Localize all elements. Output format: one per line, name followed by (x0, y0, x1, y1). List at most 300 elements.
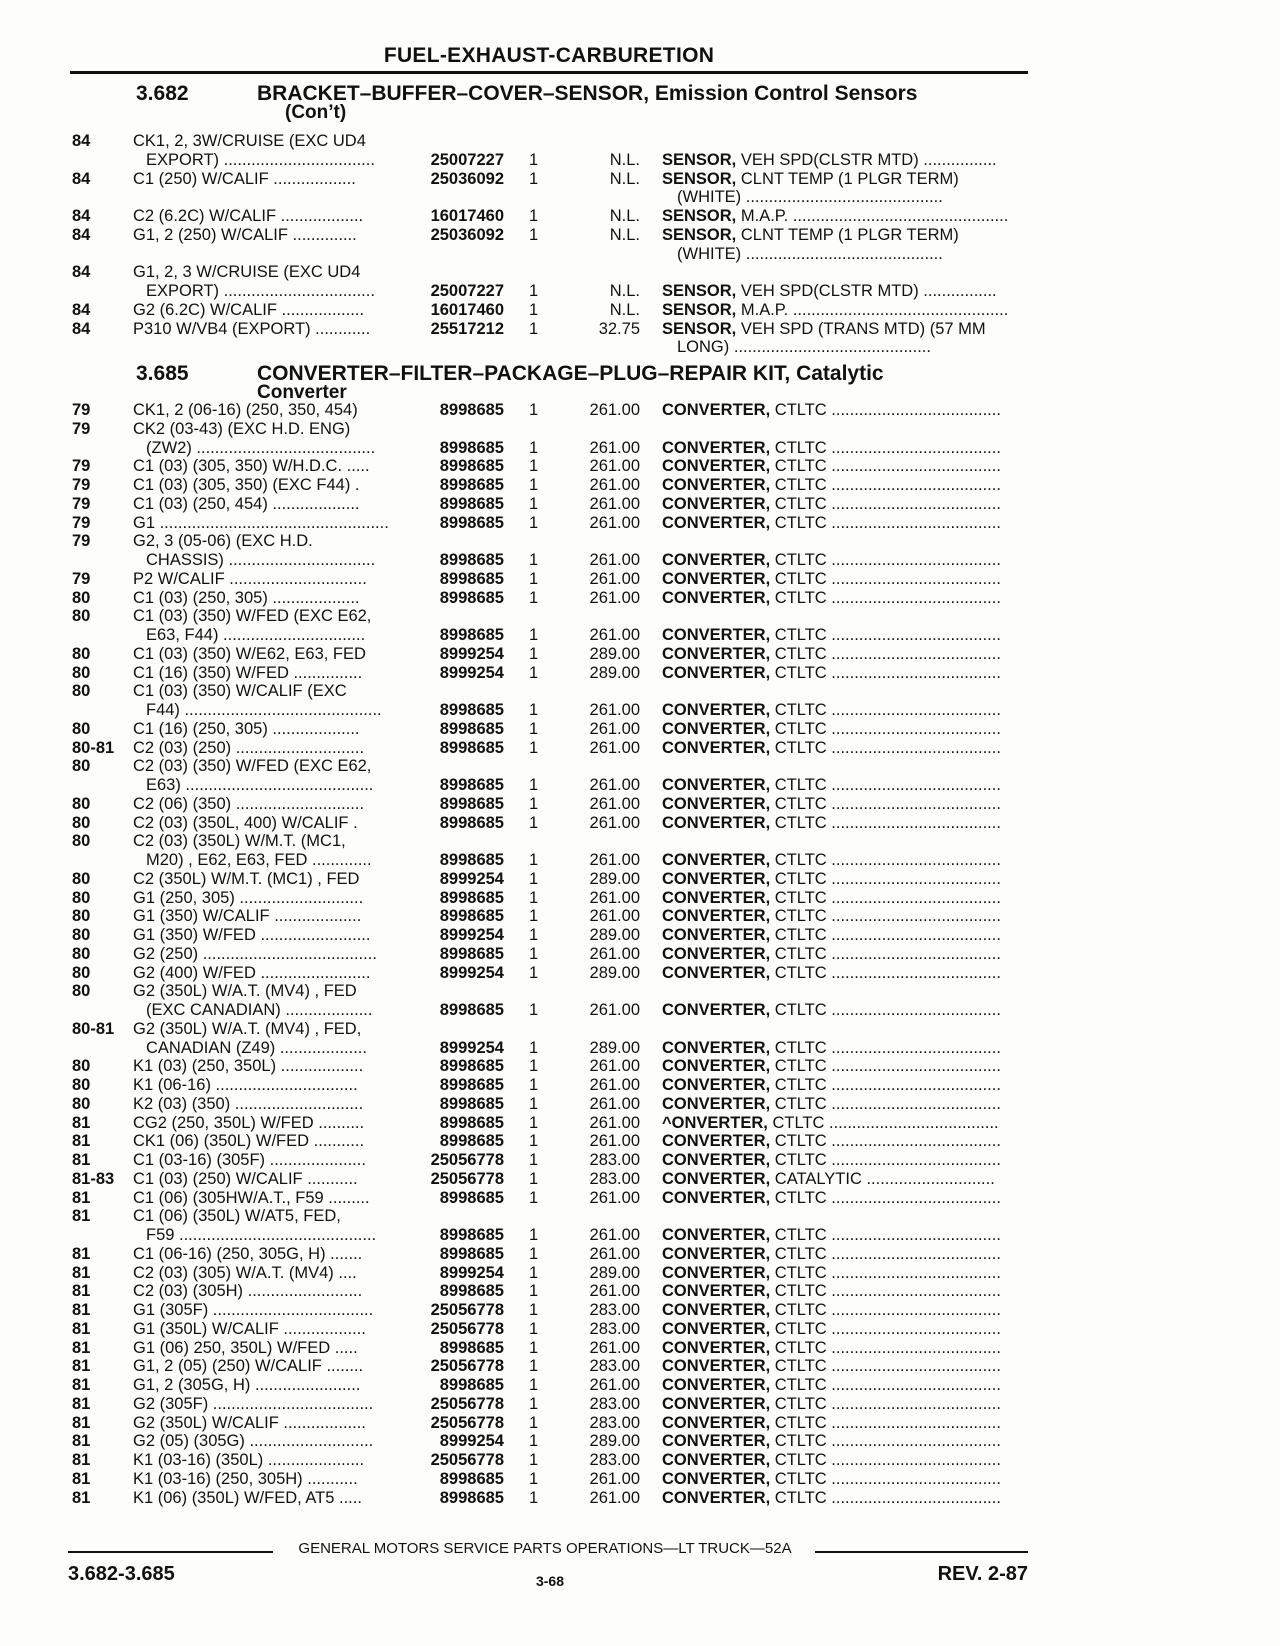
table-row (0, 626, 1280, 645)
application: G1 (06) 250, 350L) W/FED ..... (133, 1338, 358, 1357)
description-text: CTLTC ..................................... (770, 907, 1001, 926)
application: G2, 3 (05-06) (EXC H.D. (133, 532, 313, 551)
description-text: CTLTC ..................................... (770, 1188, 1001, 1207)
description-noun: CONVERTER, (662, 1451, 771, 1469)
table-row (0, 188, 1280, 207)
table-row (0, 263, 1280, 282)
quantity: 1 (529, 1432, 539, 1451)
part-number: 8998685 (439, 1376, 504, 1394)
price: 261.00 (589, 1113, 640, 1132)
table-row (0, 1076, 1280, 1095)
price: 289.00 (589, 644, 640, 663)
description (662, 1264, 1020, 1283)
quantity: 1 (529, 644, 539, 663)
description-noun: CONVERTER, (662, 1132, 771, 1151)
quantity: 1 (529, 1338, 539, 1357)
part-number: 8998685 (439, 1226, 504, 1244)
model-year: 81 (72, 1451, 91, 1469)
description-noun: CONVERTER, (662, 719, 771, 738)
quantity: 1 (529, 851, 539, 869)
part-number: 8998685 (439, 513, 504, 532)
description-text: CTLTC ..................................... (770, 1357, 1001, 1376)
section-title: BRACKET–BUFFER–COVER–SENSOR, Emission Control Sensors (257, 82, 918, 105)
part-number: 8998685 (439, 1469, 504, 1488)
part-number: 8998685 (439, 1188, 504, 1207)
table-row (0, 701, 1280, 720)
application: CK1, 2, 3W/CRUISE (EXC UD4 (133, 132, 366, 150)
description-noun: CONVERTER, (662, 438, 771, 457)
model-year: 81 (72, 1376, 91, 1394)
part-number: 8998685 (439, 1113, 504, 1132)
part-number: 8998685 (439, 1244, 504, 1263)
description (662, 1451, 1020, 1470)
description-text: CTLTC ..................................... (770, 926, 1001, 944)
description (662, 551, 1020, 570)
description-noun: CONVERTER, (662, 813, 771, 832)
application: E63) ......................................... (146, 776, 374, 794)
quantity: 1 (529, 1094, 539, 1113)
part-number: 8998685 (439, 476, 504, 494)
description-noun: CONVERTER, (662, 1469, 771, 1488)
quantity: 1 (529, 719, 539, 738)
quantity: 1 (529, 626, 539, 644)
application: G1, 2 (05) (250) W/CALIF ........ (133, 1357, 364, 1376)
section-title-continued: (Con’t) (285, 102, 347, 123)
quantity: 1 (529, 1282, 539, 1301)
part-number: 25517212 (430, 319, 504, 338)
model-year: 79 (72, 457, 91, 476)
part-number: 8999254 (439, 644, 504, 663)
description-text: CTLTC ..................................... (770, 663, 1001, 682)
table-row (0, 282, 1280, 301)
price: 261.00 (589, 1244, 640, 1263)
description-noun: CONVERTER, (662, 794, 771, 813)
description-text: CTLTC ..................................... (770, 1038, 1001, 1057)
application: K1 (03-16) (250, 305H) ........... (133, 1469, 358, 1488)
description-text: VEH SPD(CLSTR MTD) ................ (736, 282, 997, 300)
table-row (0, 664, 1280, 683)
application: C2 (03) (350L, 400) W/CALIF . (133, 813, 358, 832)
description-text: CTLTC ..................................... (770, 794, 1001, 813)
description-text: CTLTC ..................................... (770, 644, 1001, 663)
part-number: 25036092 (430, 225, 504, 244)
table-row (0, 870, 1280, 889)
part-number: 8998685 (439, 401, 504, 419)
table-row (0, 982, 1280, 1001)
application: K1 (06-16) ............................... (133, 1076, 358, 1094)
part-number: 25056778 (430, 1151, 504, 1169)
price: 261.00 (589, 1338, 640, 1357)
description (662, 814, 1020, 833)
application: C1 (06) (305HW/A.T., F59 ......... (133, 1188, 370, 1207)
table-row (0, 420, 1280, 439)
quantity: 1 (529, 1132, 539, 1151)
price: 261.00 (589, 1226, 640, 1244)
description-noun: CONVERTER, (662, 663, 771, 682)
table-row (0, 457, 1280, 476)
table-row (0, 245, 1280, 264)
description-text: CTLTC ..................................... (770, 1226, 1001, 1244)
model-year: 81 (72, 1113, 91, 1132)
description (662, 439, 1020, 458)
description (662, 1301, 1020, 1320)
description-noun: CONVERTER, (662, 1057, 771, 1076)
description-noun: SENSOR, (662, 319, 737, 338)
quantity: 1 (529, 1319, 539, 1338)
footer-section-range: 3.682-3.685 (68, 1563, 175, 1585)
application: P2 W/CALIF .............................. (133, 569, 367, 588)
description-text: VEH SPD(CLSTR MTD) ................ (736, 150, 997, 169)
description-noun: CONVERTER, (662, 869, 771, 888)
table-row (0, 907, 1280, 926)
quantity: 1 (529, 1244, 539, 1263)
part-number: 8998685 (439, 701, 504, 719)
description-noun: CONVERTER, (662, 1094, 771, 1113)
price: 289.00 (589, 1432, 640, 1451)
model-year: 84 (72, 132, 91, 150)
quantity: 1 (529, 869, 539, 888)
quantity: 1 (529, 794, 539, 813)
table-row (0, 720, 1280, 739)
price: 32.75 (598, 319, 640, 338)
section-number: 3.682 (136, 82, 189, 105)
application: K2 (03) (350) ............................ (133, 1094, 364, 1113)
model-year: 80 (72, 794, 91, 813)
part-number: 8998685 (439, 888, 504, 907)
model-year: 80 (72, 682, 91, 701)
table-row (0, 1432, 1280, 1451)
table-row (0, 739, 1280, 758)
part-number: 16017460 (430, 300, 504, 319)
table-row (0, 795, 1280, 814)
application: CK1 (06) (350L) W/FED ........... (133, 1132, 365, 1151)
description-text: CTLTC ..................................... (770, 1076, 1001, 1094)
description-noun: CONVERTER, (662, 907, 771, 926)
part-number: 8999254 (439, 963, 504, 982)
price: 283.00 (589, 1357, 640, 1376)
price: 261.00 (589, 494, 640, 513)
table-row (0, 170, 1280, 189)
price: 261.00 (589, 1376, 640, 1394)
description-noun: CONVERTER, (662, 926, 771, 944)
description-text: VEH SPD (TRANS MTD) (57 MM (736, 319, 986, 338)
application: C2 (03) (350L) W/M.T. (MC1, (133, 832, 346, 851)
part-number: 8998685 (439, 457, 504, 476)
application: G2 (305F) ................................... (133, 1394, 374, 1413)
application: K1 (06) (350L) W/FED, AT5 ..... (133, 1488, 362, 1507)
application: G1, 2 (305G, H) ....................... (133, 1376, 361, 1394)
model-year: 80 (72, 588, 91, 607)
description (662, 1095, 1020, 1114)
section-number: 3.685 (136, 362, 189, 385)
description-noun: CONVERTER, (662, 1376, 771, 1394)
part-number: 8999254 (439, 869, 504, 888)
description-text: CTLTC ..................................... (770, 1094, 1001, 1113)
application: G2 (05) (305G) ........................... (133, 1432, 374, 1451)
description (677, 188, 1020, 207)
description-text: CTLTC ..................................... (770, 1338, 1001, 1357)
application: C1 (16) (250, 305) ................... (133, 719, 360, 738)
table-row (0, 1001, 1280, 1020)
quantity: 1 (529, 813, 539, 832)
part-number: 8998685 (439, 851, 504, 869)
application: CK1, 2 (06-16) (250, 350, 454) (133, 401, 358, 419)
quantity: 1 (529, 963, 539, 982)
part-number: 8998685 (439, 794, 504, 813)
model-year: 80 (72, 1076, 91, 1094)
description-text: CTLTC ..................................... (770, 438, 1001, 457)
table-row (0, 682, 1280, 701)
table-row (0, 226, 1280, 245)
table-row (0, 132, 1280, 151)
footer-publisher: GENERAL MOTORS SERVICE PARTS OPERATIONS—LT TRUCK—52A (298, 1540, 792, 1557)
price: 261.00 (589, 1001, 640, 1019)
description (662, 1395, 1020, 1414)
description-text: CTLTC ..................................... (770, 1469, 1001, 1488)
table-row (0, 1282, 1280, 1301)
model-year: 79 (72, 532, 91, 551)
table-row (0, 1470, 1280, 1489)
description (662, 1039, 1020, 1058)
table-row (0, 889, 1280, 908)
table-row (0, 1057, 1280, 1076)
part-number: 8998685 (439, 944, 504, 963)
model-year: 84 (72, 319, 91, 338)
quantity: 1 (529, 1001, 539, 1019)
model-year: 80 (72, 944, 91, 963)
table-row (0, 532, 1280, 551)
description-text: CTLTC ..................................... (770, 776, 1001, 794)
description-text: CTLTC ..................................... (770, 851, 1001, 869)
description-noun: CONVERTER, (662, 1169, 771, 1188)
description-text: CLNT TEMP (1 PLGR TERM) (736, 225, 959, 244)
quantity: 1 (529, 944, 539, 963)
application: G1 (350) W/FED ........................ (133, 926, 371, 944)
description-noun: CONVERTER, (662, 776, 771, 794)
quantity: 1 (529, 1113, 539, 1132)
application: G1 (250, 305) ........................... (133, 888, 364, 907)
model-year: 81 (72, 1432, 91, 1451)
quantity: 1 (529, 476, 539, 494)
part-number: 8998685 (439, 1338, 504, 1357)
table-row (0, 757, 1280, 776)
model-year: 80 (72, 907, 91, 926)
quantity: 1 (529, 1263, 539, 1282)
application: C1 (06-16) (250, 305G, H) ....... (133, 1244, 363, 1263)
quantity: 1 (529, 1151, 539, 1169)
description-noun: CONVERTER, (662, 1319, 771, 1338)
quantity: 1 (529, 701, 539, 719)
description-noun: CONVERTER, (662, 963, 771, 982)
price: N.L. (609, 169, 640, 188)
description-noun: CONVERTER, (662, 1244, 771, 1263)
description-noun: CONVERTER, (662, 1413, 771, 1432)
description-noun: CONVERTER, (662, 1151, 771, 1169)
footer-rule-right (815, 1551, 1028, 1553)
price: 261.00 (589, 738, 640, 757)
section-title-continued: Converter (257, 382, 347, 403)
part-number: 25007227 (430, 150, 504, 169)
table-row (0, 495, 1280, 514)
table-row (0, 1301, 1280, 1320)
part-number: 8998685 (439, 813, 504, 832)
table-row (0, 301, 1280, 320)
price: 261.00 (589, 1057, 640, 1076)
description-text: CTLTC ..................................... (770, 1432, 1001, 1451)
quantity: 1 (529, 738, 539, 757)
part-number: 25036092 (430, 169, 504, 188)
table-row (0, 514, 1280, 533)
table-row (0, 1020, 1280, 1039)
description-text: CTLTC ..................................... (770, 963, 1001, 982)
application: E63, F44) ............................... (146, 626, 366, 644)
application: G2 (350L) W/A.T. (MV4) , FED (133, 982, 357, 1001)
description-noun: SENSOR, (662, 282, 737, 300)
application: C2 (6.2C) W/CALIF .................. (133, 207, 364, 225)
table-row (0, 589, 1280, 608)
description-noun: CONVERTER, (662, 1188, 771, 1207)
description-noun: CONVERTER, (662, 569, 771, 588)
description-text: CTLTC ..................................... (770, 1244, 1001, 1263)
table-row (0, 1451, 1280, 1470)
price: 261.00 (589, 1094, 640, 1113)
application: C2 (06) (350) ............................ (133, 794, 365, 813)
quantity: 1 (529, 1376, 539, 1394)
application: C2 (03) (305) W/A.T. (MV4) .... (133, 1263, 357, 1282)
description-text: CTLTC ..................................... (770, 1151, 1001, 1169)
quantity: 1 (529, 1357, 539, 1376)
model-year: 81 (72, 1301, 91, 1319)
application: C2 (350L) W/M.T. (MC1) , FED (133, 869, 360, 888)
model-year: 80 (72, 663, 91, 682)
description (662, 589, 1020, 608)
quantity: 1 (529, 457, 539, 476)
model-year: 84 (72, 300, 91, 319)
description-noun: CONVERTER, (662, 1432, 771, 1451)
price: 261.00 (589, 457, 640, 476)
part-number: 8998685 (439, 438, 504, 457)
description (662, 701, 1020, 720)
description (677, 338, 1020, 357)
model-year: 81 (72, 1188, 91, 1207)
description-text: CTLTC ..................................... (770, 701, 1001, 719)
description-noun: CONVERTER, (662, 551, 771, 569)
description-noun: CONVERTER, (662, 626, 771, 644)
description (662, 1357, 1020, 1376)
price: 261.00 (589, 794, 640, 813)
price: 261.00 (589, 569, 640, 588)
application: C2 (03) (250) ............................ (133, 738, 365, 757)
description (662, 870, 1020, 889)
quantity: 1 (529, 438, 539, 457)
price: 289.00 (589, 869, 640, 888)
description-text: CATALYTIC ............................ (770, 1169, 995, 1188)
quantity: 1 (529, 1413, 539, 1432)
description-text: M.A.P. ............................................... (736, 207, 1009, 225)
table-row (0, 439, 1280, 458)
model-year: 81 (72, 1319, 91, 1338)
price: 261.00 (589, 907, 640, 926)
model-year: 81 (72, 1394, 91, 1413)
quantity: 1 (529, 1188, 539, 1207)
model-year: 81-83 (72, 1169, 115, 1188)
quantity: 1 (529, 1301, 539, 1319)
table-row (0, 964, 1280, 983)
model-year: 81 (72, 1338, 91, 1357)
description-text: (WHITE) ........................................... (677, 188, 943, 207)
application: CG2 (250, 350L) W/FED .......... (133, 1113, 365, 1132)
quantity: 1 (529, 1394, 539, 1413)
description (662, 476, 1020, 495)
price: 261.00 (589, 851, 640, 869)
part-number: 8999254 (439, 1432, 504, 1451)
description (662, 889, 1020, 908)
price: 261.00 (589, 719, 640, 738)
quantity: 1 (529, 1469, 539, 1488)
application: G2 (400) W/FED ........................ (133, 963, 371, 982)
price: 261.00 (589, 701, 640, 719)
application: C1 (03) (350) W/FED (EXC E62, (133, 607, 372, 626)
price: 283.00 (589, 1451, 640, 1469)
application: C2 (03) (350) W/FED (EXC E62, (133, 757, 372, 776)
quantity: 1 (529, 569, 539, 588)
application: K1 (03-16) (350L) ..................... (133, 1451, 365, 1469)
part-number: 8998685 (439, 1094, 504, 1113)
description-text: CTLTC ..................................... (770, 1376, 1001, 1394)
description-text: CTLTC ..................................... (770, 1301, 1001, 1319)
description-noun: CONVERTER, (662, 401, 771, 419)
description-noun: SENSOR, (662, 207, 737, 225)
price: 289.00 (589, 1038, 640, 1057)
quantity: 1 (529, 207, 539, 225)
application: G1, 2 (250) W/CALIF .............. (133, 225, 357, 244)
quantity: 1 (529, 494, 539, 513)
description-noun: CONVERTER, (662, 738, 771, 757)
model-year: 84 (72, 225, 91, 244)
table-row (0, 338, 1280, 357)
price: 261.00 (589, 1282, 640, 1301)
model-year: 81 (72, 1413, 91, 1432)
model-year: 79 (72, 476, 91, 494)
description-text: CTLTC ..................................... (767, 1113, 999, 1132)
application: F59 ........................................... (146, 1226, 377, 1244)
table-row (0, 607, 1280, 626)
description-noun: CONVERTER, (662, 1226, 771, 1244)
description-text: CTLTC ..................................... (770, 888, 1001, 907)
description-text: CTLTC ..................................... (770, 1319, 1001, 1338)
model-year: 80 (72, 607, 91, 626)
part-number: 25056778 (430, 1394, 504, 1413)
price: N.L. (609, 225, 640, 244)
table-row (0, 1395, 1280, 1414)
application: G2 (350L) W/A.T. (MV4) , FED, (133, 1019, 362, 1038)
description-text: CTLTC ..................................... (770, 1488, 1001, 1507)
part-number: 8999254 (439, 926, 504, 944)
table-row (0, 1151, 1280, 1170)
part-number: 8998685 (439, 776, 504, 794)
table-row (0, 1357, 1280, 1376)
table-row (0, 645, 1280, 664)
model-year: 81 (72, 1488, 91, 1507)
table-row (0, 926, 1280, 945)
description-noun: SENSOR, (662, 225, 737, 244)
description-noun: SENSOR, (662, 300, 737, 319)
model-year: 80 (72, 813, 91, 832)
description (662, 664, 1020, 683)
description (662, 776, 1020, 795)
part-number: 8998685 (439, 1001, 504, 1019)
description (662, 945, 1020, 964)
